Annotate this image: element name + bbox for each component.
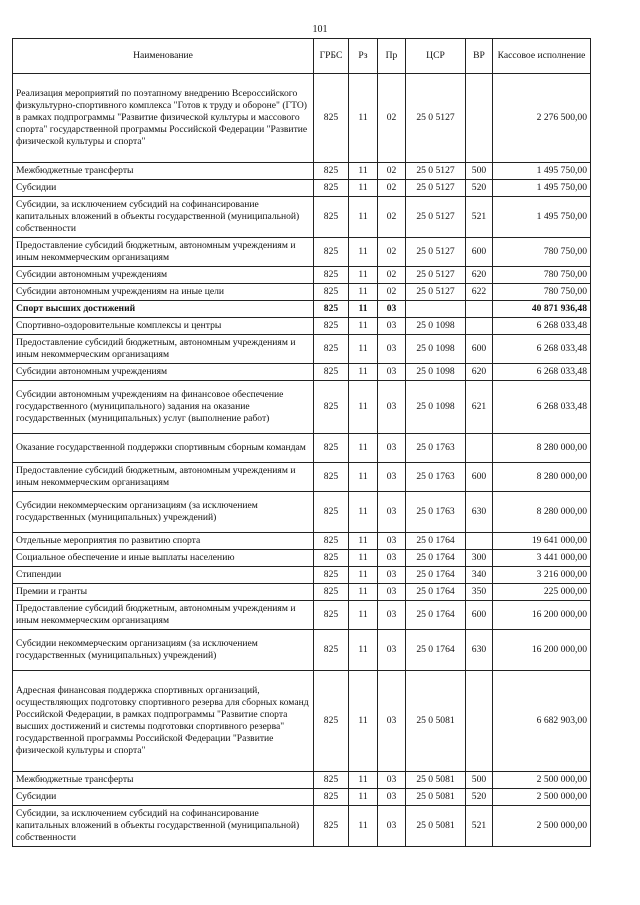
cell-rz: 11: [349, 806, 378, 847]
cell-grbs: 825: [314, 381, 349, 434]
cell-rz: 11: [349, 267, 378, 284]
cell-rz: 11: [349, 772, 378, 789]
cell-grbs: 825: [314, 463, 349, 492]
cell-amount: 6 682 903,00: [493, 671, 591, 772]
cell-rz: 11: [349, 318, 378, 335]
cell-name: Субсидии, за исключением субсидий на софинансирование капитальных вложений в объекты государственной (муниципальной) собственности: [13, 197, 314, 238]
cell-vr: [466, 318, 493, 335]
cell-amount: 3 441 000,00: [493, 550, 591, 567]
cell-amount: 16 200 000,00: [493, 630, 591, 671]
cell-csr: 25 0 5127: [406, 180, 466, 197]
table-row: [13, 671, 591, 772]
cell-pr: 02: [378, 197, 406, 238]
cell-csr: 25 0 1098: [406, 381, 466, 434]
cell-grbs: 825: [314, 492, 349, 533]
cell-csr: 25 0 1763: [406, 492, 466, 533]
cell-amount: 2 500 000,00: [493, 806, 591, 847]
cell-amount: 1 495 750,00: [493, 163, 591, 180]
cell-grbs: 825: [314, 584, 349, 601]
header-grbs: ГРБС: [314, 39, 349, 74]
cell-grbs: 825: [314, 238, 349, 267]
cell-name: Субсидии: [13, 789, 314, 806]
cell-csr: [406, 301, 466, 318]
table-row: [13, 197, 591, 238]
cell-pr: 03: [378, 789, 406, 806]
table-body: [13, 74, 591, 847]
cell-csr: 25 0 5127: [406, 197, 466, 238]
cell-grbs: 825: [314, 318, 349, 335]
cell-vr: [466, 301, 493, 318]
cell-vr: 520: [466, 180, 493, 197]
cell-rz: 11: [349, 584, 378, 601]
cell-name: Реализация мероприятий по поэтапному внедрению Всероссийского физкультурно-спортивного комплекса "Готов к труду и обороне" (ГТО) в рамках подпрограммы "Развитие физической культуры и массового спорта" государственной программы Российской Федерации "Развитие физической культуры и спорта": [13, 74, 314, 163]
cell-vr: 500: [466, 163, 493, 180]
cell-pr: 02: [378, 238, 406, 267]
cell-pr: 02: [378, 163, 406, 180]
cell-pr: 03: [378, 806, 406, 847]
cell-rz: 11: [349, 671, 378, 772]
table-row: [13, 381, 591, 434]
cell-pr: 03: [378, 301, 406, 318]
cell-amount: 8 280 000,00: [493, 434, 591, 463]
header-rz: Рз: [349, 39, 378, 74]
cell-csr: 25 0 1764: [406, 533, 466, 550]
cell-amount: 780 750,00: [493, 238, 591, 267]
cell-vr: 350: [466, 584, 493, 601]
cell-vr: 600: [466, 335, 493, 364]
cell-rz: 11: [349, 301, 378, 318]
cell-csr: 25 0 5081: [406, 806, 466, 847]
cell-vr: [466, 533, 493, 550]
table-row: [13, 335, 591, 364]
cell-vr: 600: [466, 601, 493, 630]
cell-csr: 25 0 1764: [406, 601, 466, 630]
table-row: [13, 463, 591, 492]
table-row: [13, 492, 591, 533]
cell-amount: 780 750,00: [493, 284, 591, 301]
cell-amount: 8 280 000,00: [493, 463, 591, 492]
cell-rz: 11: [349, 74, 378, 163]
cell-grbs: 825: [314, 806, 349, 847]
cell-rz: 11: [349, 434, 378, 463]
cell-vr: 622: [466, 284, 493, 301]
cell-amount: 2 500 000,00: [493, 789, 591, 806]
cell-name: Адресная финансовая поддержка спортивных организаций, осуществляющих подготовку спортивного резерва для сборных команд Российской Федерации, в рамках подпрограммы "Развитие спорта высших достижений и системы подготовки спортивного резерва" государственной программы Российской Федерации "Развитие физической культуры и спорта": [13, 671, 314, 772]
cell-rz: 11: [349, 284, 378, 301]
cell-vr: [466, 671, 493, 772]
cell-grbs: 825: [314, 671, 349, 772]
cell-rz: 11: [349, 197, 378, 238]
cell-name: Субсидии: [13, 180, 314, 197]
cell-csr: 25 0 1098: [406, 335, 466, 364]
cell-amount: 6 268 033,48: [493, 318, 591, 335]
cell-name: Субсидии автономным учреждениям: [13, 267, 314, 284]
cell-vr: [466, 434, 493, 463]
cell-csr: 25 0 5081: [406, 789, 466, 806]
cell-name: Межбюджетные трансферты: [13, 163, 314, 180]
cell-vr: 521: [466, 197, 493, 238]
cell-name: Субсидии, за исключением субсидий на софинансирование капитальных вложений в объекты государственной (муниципальной) собственности: [13, 806, 314, 847]
cell-pr: 03: [378, 381, 406, 434]
cell-pr: 03: [378, 772, 406, 789]
cell-pr: 03: [378, 364, 406, 381]
cell-rz: 11: [349, 381, 378, 434]
header-name: Наименование: [13, 39, 314, 74]
cell-pr: 03: [378, 434, 406, 463]
cell-pr: 03: [378, 335, 406, 364]
cell-vr: 520: [466, 789, 493, 806]
cell-name: Предоставление субсидий бюджетным, автономным учреждениям и иным некоммерческим организациям: [13, 463, 314, 492]
cell-pr: 03: [378, 533, 406, 550]
cell-grbs: 825: [314, 74, 349, 163]
cell-pr: 03: [378, 463, 406, 492]
cell-name: Субсидии автономным учреждениям на финансовое обеспечение государственного (муниципального) задания на оказание государственных (муниципальных) услуг (выполнение работ): [13, 381, 314, 434]
table-row: [13, 301, 591, 318]
cell-vr: 630: [466, 492, 493, 533]
cell-name: Оказание государственной поддержки спортивным сборным командам: [13, 434, 314, 463]
cell-csr: 25 0 5081: [406, 772, 466, 789]
table-row: [13, 434, 591, 463]
table-row: [13, 772, 591, 789]
cell-vr: 600: [466, 238, 493, 267]
cell-name: Межбюджетные трансферты: [13, 772, 314, 789]
cell-amount: 2 500 000,00: [493, 772, 591, 789]
header-vr: ВР: [466, 39, 493, 74]
cell-amount: 40 871 936,48: [493, 301, 591, 318]
cell-pr: 03: [378, 671, 406, 772]
cell-csr: 25 0 1098: [406, 364, 466, 381]
cell-grbs: 825: [314, 601, 349, 630]
cell-vr: 600: [466, 463, 493, 492]
cell-rz: 11: [349, 180, 378, 197]
table-row: [13, 601, 591, 630]
cell-name: Отдельные мероприятия по развитию спорта: [13, 533, 314, 550]
table-row: [13, 318, 591, 335]
cell-grbs: 825: [314, 550, 349, 567]
table-row: [13, 284, 591, 301]
cell-pr: 03: [378, 630, 406, 671]
table-row: [13, 550, 591, 567]
table-row: [13, 364, 591, 381]
table-row: [13, 267, 591, 284]
cell-name: Субсидии автономным учреждениям на иные цели: [13, 284, 314, 301]
cell-csr: 25 0 1763: [406, 463, 466, 492]
cell-grbs: 825: [314, 197, 349, 238]
cell-vr: 630: [466, 630, 493, 671]
cell-rz: 11: [349, 567, 378, 584]
cell-vr: 340: [466, 567, 493, 584]
cell-name: Стипендии: [13, 567, 314, 584]
cell-csr: 25 0 5127: [406, 267, 466, 284]
cell-grbs: 825: [314, 434, 349, 463]
cell-grbs: 825: [314, 533, 349, 550]
cell-name: Премии и гранты: [13, 584, 314, 601]
cell-amount: 1 495 750,00: [493, 180, 591, 197]
cell-grbs: 825: [314, 335, 349, 364]
cell-csr: 25 0 1764: [406, 550, 466, 567]
cell-vr: 620: [466, 267, 493, 284]
cell-rz: 11: [349, 789, 378, 806]
table-row: [13, 806, 591, 847]
cell-rz: 11: [349, 550, 378, 567]
table-row: [13, 630, 591, 671]
table-row: [13, 584, 591, 601]
cell-grbs: 825: [314, 180, 349, 197]
cell-pr: 03: [378, 601, 406, 630]
page-number: 101: [312, 24, 328, 35]
cell-grbs: 825: [314, 630, 349, 671]
cell-csr: 25 0 1764: [406, 567, 466, 584]
cell-name: Предоставление субсидий бюджетным, автономным учреждениям и иным некоммерческим организациям: [13, 335, 314, 364]
table-row: [13, 789, 591, 806]
cell-rz: 11: [349, 492, 378, 533]
cell-amount: 3 216 000,00: [493, 567, 591, 584]
header-csr: ЦСР: [406, 39, 466, 74]
cell-pr: 02: [378, 74, 406, 163]
table-header-row: [13, 39, 591, 74]
cell-name: Субсидии некоммерческим организациям (за исключением государственных (муниципальных) учреждений): [13, 492, 314, 533]
cell-amount: 6 268 033,48: [493, 364, 591, 381]
cell-amount: 6 268 033,48: [493, 335, 591, 364]
table-row: [13, 163, 591, 180]
cell-csr: 25 0 1764: [406, 630, 466, 671]
cell-name: Социальное обеспечение и иные выплаты населению: [13, 550, 314, 567]
cell-vr: [466, 74, 493, 163]
cell-csr: 25 0 5127: [406, 284, 466, 301]
cell-grbs: 825: [314, 284, 349, 301]
cell-rz: 11: [349, 601, 378, 630]
cell-vr: 620: [466, 364, 493, 381]
cell-csr: 25 0 1098: [406, 318, 466, 335]
cell-csr: 25 0 5127: [406, 238, 466, 267]
cell-amount: 16 200 000,00: [493, 601, 591, 630]
cell-rz: 11: [349, 163, 378, 180]
cell-csr: 25 0 1763: [406, 434, 466, 463]
cell-amount: 6 268 033,48: [493, 381, 591, 434]
cell-amount: 1 495 750,00: [493, 197, 591, 238]
cell-vr: 621: [466, 381, 493, 434]
table-row: [13, 567, 591, 584]
cell-grbs: 825: [314, 267, 349, 284]
cell-csr: 25 0 5081: [406, 671, 466, 772]
cell-rz: 11: [349, 533, 378, 550]
cell-name: Спорт высших достижений: [13, 301, 314, 318]
header-pr: Пр: [378, 39, 406, 74]
cell-grbs: 825: [314, 163, 349, 180]
cell-vr: 500: [466, 772, 493, 789]
cell-name: Субсидии автономным учреждениям: [13, 364, 314, 381]
cell-grbs: 825: [314, 567, 349, 584]
cell-grbs: 825: [314, 364, 349, 381]
cell-amount: 2 276 500,00: [493, 74, 591, 163]
cell-rz: 11: [349, 238, 378, 267]
cell-vr: 300: [466, 550, 493, 567]
cell-name: Предоставление субсидий бюджетным, автономным учреждениям и иным некоммерческим организациям: [13, 238, 314, 267]
cell-pr: 02: [378, 180, 406, 197]
cell-grbs: 825: [314, 789, 349, 806]
cell-amount: 780 750,00: [493, 267, 591, 284]
cell-amount: 8 280 000,00: [493, 492, 591, 533]
cell-rz: 11: [349, 630, 378, 671]
cell-csr: 25 0 1764: [406, 584, 466, 601]
cell-pr: 02: [378, 284, 406, 301]
cell-pr: 02: [378, 267, 406, 284]
cell-grbs: 825: [314, 301, 349, 318]
cell-grbs: 825: [314, 772, 349, 789]
cell-rz: 11: [349, 335, 378, 364]
cell-csr: 25 0 5127: [406, 74, 466, 163]
cell-rz: 11: [349, 463, 378, 492]
cell-pr: 03: [378, 584, 406, 601]
cell-pr: 03: [378, 318, 406, 335]
cell-vr: 521: [466, 806, 493, 847]
budget-execution-table: [12, 38, 591, 847]
table-row: [13, 238, 591, 267]
header-amount: Кассовое исполнение: [493, 39, 591, 74]
cell-rz: 11: [349, 364, 378, 381]
cell-csr: 25 0 5127: [406, 163, 466, 180]
cell-pr: 03: [378, 567, 406, 584]
cell-name: Спортивно-оздоровительные комплексы и центры: [13, 318, 314, 335]
table-row: [13, 180, 591, 197]
table-row: [13, 74, 591, 163]
cell-pr: 03: [378, 492, 406, 533]
cell-amount: 225 000,00: [493, 584, 591, 601]
cell-pr: 03: [378, 550, 406, 567]
cell-name: Субсидии некоммерческим организациям (за исключением государственных (муниципальных) учреждений): [13, 630, 314, 671]
table-row: [13, 533, 591, 550]
cell-amount: 19 641 000,00: [493, 533, 591, 550]
cell-name: Предоставление субсидий бюджетным, автономным учреждениям и иным некоммерческим организациям: [13, 601, 314, 630]
